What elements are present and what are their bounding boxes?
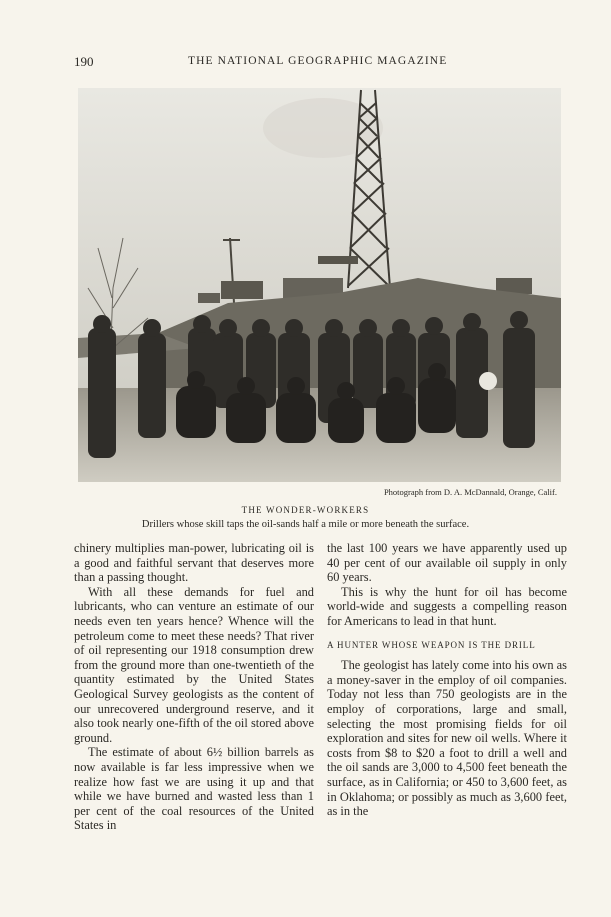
photo-illustration bbox=[78, 88, 561, 482]
photograph-oil-drillers bbox=[78, 88, 561, 482]
paragraph: the last 100 years we have apparently used up 40 per cent of our available oil supply in only 60 years. bbox=[327, 541, 567, 585]
right-column bbox=[327, 541, 567, 819]
paragraph: This is why the hunt for oil has become world-wide and suggests a compelling reason for Americans to lead in that hunt. bbox=[327, 584, 567, 628]
paragraph: The estimate of about 6½ billion barrels as now available is far less impressive when we realize how fast we are using it up and that while we have burned and wasted less than 1 per cent of the coal resources of the United States in bbox=[74, 745, 314, 833]
paragraph: With all these demands for fuel and lubricants, who can venture an estimate of our needs even ten years hence? Whence will the petroleum come to meet these needs? That river of oil representing our 1918 consumption drew from the ground more than one-twentieth of the quantity estimated by the United States Geological Survey geologists as the content of our unrecovered underground reserve, and it also took nearly one-fifth of the oil stored above ground. bbox=[74, 584, 314, 745]
paragraph: The geologist has lately come into his own as a money-saver in the employ of oil companies. Today not less than 750 geologists are in the employ of corporations, large and small, selecting the most promising fields for oil exploration and sites for new oil wells. Where it costs from $8 to $20 a foot to drill a well and the oil sands are 3,000 to 4,500 feet beneath the surface, as in California; or 450 to 3,600 feet, as in Oklahoma; or possibly as much as 3,600 feet, as in the bbox=[327, 658, 567, 819]
running-head: THE NATIONAL GEOGRAPHIC MAGAZINE bbox=[188, 55, 448, 67]
caption-text: Drillers whose skill taps the oil-sands half a mile or more beneath the surface. bbox=[141, 519, 470, 530]
page-number: 190 bbox=[74, 54, 94, 69]
caption-title: THE WONDER-WORKERS bbox=[241, 505, 370, 515]
photo-credit: Photograph from D. A. McDannald, Orange, Calif. bbox=[383, 487, 557, 497]
page-header bbox=[74, 54, 542, 72]
left-column bbox=[74, 541, 314, 833]
section-heading: A HUNTER WHOSE WEAPON IS THE DRILL bbox=[327, 639, 536, 650]
paragraph: chinery multiplies man-power, lubricating oil is a good and faithful servant that deserves more than a passing thought. bbox=[74, 541, 314, 585]
